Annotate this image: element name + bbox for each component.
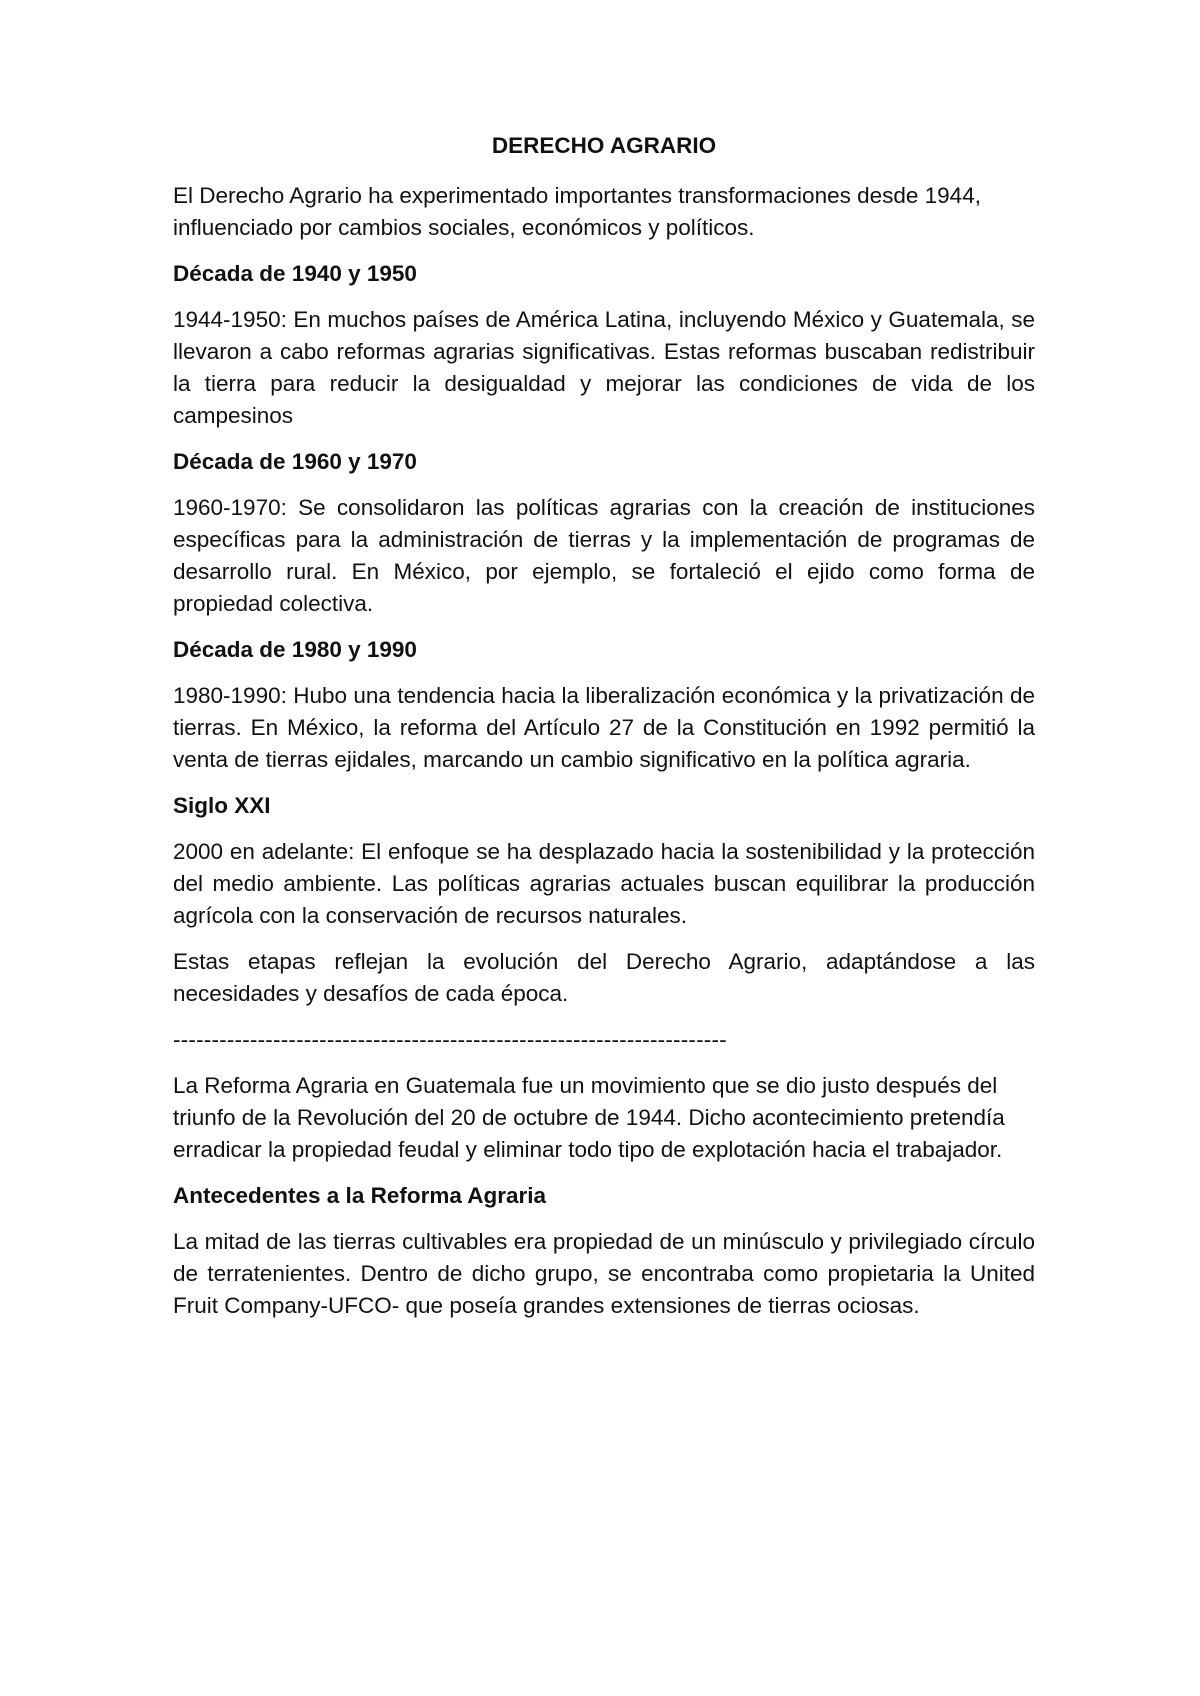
antecedentes-heading: Antecedentes a la Reforma Agraria <box>173 1183 547 1208</box>
section-heading-siglo-xxi: Siglo XXI <box>173 793 271 818</box>
section-text-1960-1970: 1960-1970: Se consolidaron las políticas agrarias con la creación de instituciones específicas para la administración de tierras y la implementación de programas de desarrollo rural. En México, por ejemplo, se fortaleció el ejido como forma de propiedad colectiva. <box>173 495 1035 616</box>
section-heading-1960-1970: Década de 1960 y 1970 <box>173 449 417 474</box>
section-text-siglo-xxi: 2000 en adelante: El enfoque se ha desplazado hacia la sostenibilidad y la protección del medio ambiente. Las políticas agrarias actuales buscan equilibrar la producción agrícola con la conservación de recursos naturales. <box>173 839 1035 928</box>
document-title: DERECHO AGRARIO <box>491 133 717 158</box>
section-heading-1980-1990: Década de 1980 y 1990 <box>173 637 417 662</box>
guatemala-paragraph: La Reforma Agraria en Guatemala fue un movimiento que se dio justo después del triunfo de la Revolución del 20 de octubre de 1944. Dicho acontecimiento pretendía erradicar la propiedad feudal y eliminar todo tipo de explotación hacia el trabajador. <box>173 1073 1005 1162</box>
separator-line: ------------------------------------------------------------------------ <box>173 1027 727 1052</box>
section-text-1980-1990: 1980-1990: Hubo una tendencia hacia la liberalización económica y la privatización de tierras. En México, la reforma del Artículo 27 de la Constitución en 1992 permitió la venta de tierras ejidales, marcando un cambio significativo en la política agraria. <box>173 683 1035 772</box>
intro-paragraph: El Derecho Agrario ha experimentado importantes transformaciones desde 1944, influenciado por cambios sociales, económicos y políticos. <box>173 183 981 240</box>
document-page <box>173 130 1035 1336</box>
antecedentes-paragraph: La mitad de las tierras cultivables era propiedad de un minúsculo y privilegiado círculo de terratenientes. Dentro de dicho grupo, se encontraba como propietaria la United Fruit Company-UFCO- que poseía grandes extensiones de tierras ociosas. <box>173 1229 1035 1318</box>
conclusion-paragraph: Estas etapas reflejan la evolución del Derecho Agrario, adaptándose a las necesidades y desafíos de cada época. <box>173 949 1035 1006</box>
section-heading-1940-1950: Década de 1940 y 1950 <box>173 261 417 286</box>
section-text-1940-1950: 1944-1950: En muchos países de América Latina, incluyendo México y Guatemala, se llevaron a cabo reformas agrarias significativas. Estas reformas buscaban redistribuir la tierra para reducir la desigualdad y mejorar las condiciones de vida de los campesinos <box>173 307 1035 428</box>
